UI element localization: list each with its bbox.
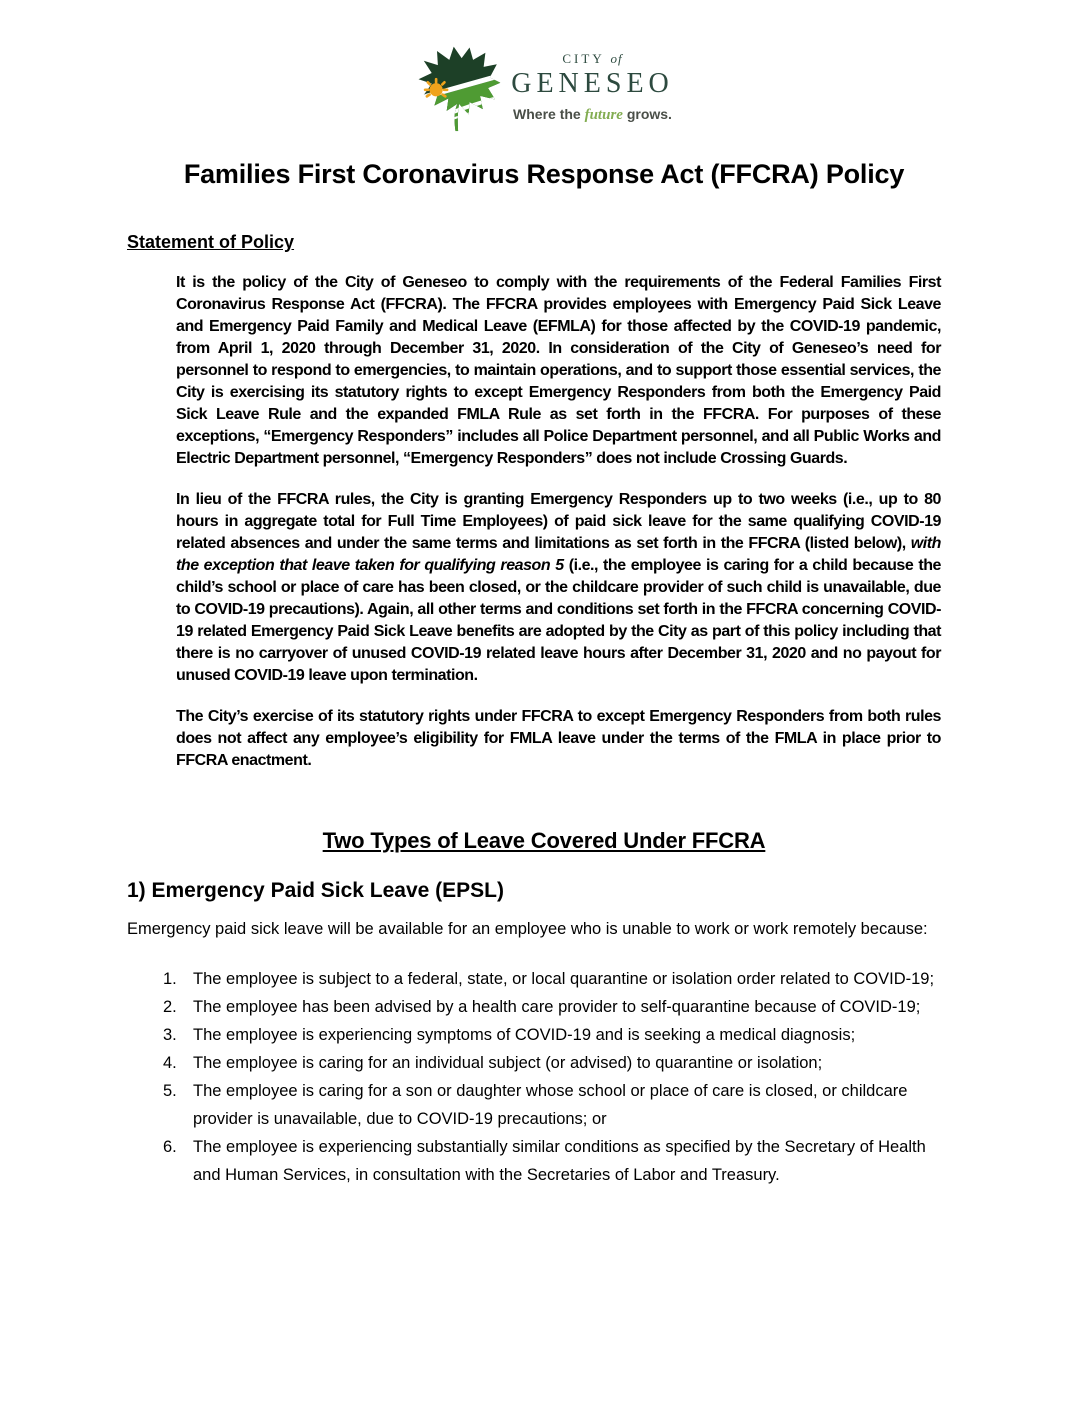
policy-paragraph-1: It is the policy of the City of Geneseo to comply with the requirements of the Federal Families First Coronavirus Response Act (FFCRA). The FFCRA provides employees with Emergency Paid Sick Leave and Emergency Paid Family and Medical Leave (EFMLA) for those affected by the COVID-19 pandemic, from April 1, 2020 through December 31, 2020. In consideration of the City of Geneseo’s need for personnel to respond to emergencies, to maintain operations, and to support those essential services, the City is exercising its statutory rights to except Emergency Responders from both the Emergency Paid Sick Leave Rule and the expanded FMLA Rule as set forth in the FFCRA. For purposes of these exceptions, “Emergency Responders” includes all Police Department personnel, and all Public Works and Electric Department personnel, “Emergency Responders” does not include Crossing Guards.: [176, 274, 941, 467]
epsl-intro-text: Emergency paid sick leave will be available for an employee who is unable to work or work remotely because:: [127, 920, 928, 938]
list-item-number: 3.: [163, 1026, 177, 1044]
logo-city-name: GENESEO: [511, 68, 674, 99]
list-item-text: The employee has been advised by a health care provider to self-quarantine because of COVID-19;: [193, 998, 921, 1016]
statement-of-policy-heading: Statement of Policy: [127, 232, 295, 252]
list-item-number: 5.: [163, 1082, 177, 1100]
list-item: [127, 993, 941, 1021]
list-item-text: The employee is caring for an individual subject (or advised) to quarantine or isolation;: [193, 1054, 823, 1072]
list-item: [127, 1077, 941, 1133]
list-item-text: The employee is experiencing substantially similar conditions as specified by the Secretary of Health and Human Services, in consultation with the Secretaries of Labor and Treasury.: [193, 1138, 926, 1184]
paragraph-2-text: In lieu of the FFCRA rules, the City is granting Emergency Responders up to two weeks (i.e., up to 80 hours in aggregate total for Full Time Employees) of paid sick leave for the same qualifying COVID-19 related absences and under the same terms and limitations as set forth in the FFCRA (listed below),: [176, 491, 941, 552]
list-item-text: The employee is experiencing symptoms of COVID-19 and is seeking a medical diagnosis;: [193, 1026, 856, 1044]
policy-paragraph-3: The City’s exercise of its statutory rights under FFCRA to except Emergency Responders from both rules does not affect any employee’s eligibility for FMLA leave under the terms of the FMLA in place prior to FFCRA enactment.: [176, 708, 941, 769]
list-item-text: The employee is subject to a federal, state, or local quarantine or isolation order related to COVID-19;: [193, 970, 935, 988]
epsl-reasons-list: [127, 965, 941, 1189]
list-item-number: 1.: [163, 970, 177, 988]
two-types-heading: Two Types of Leave Covered Under FFCRA: [322, 828, 766, 853]
policy-paragraph-2: [176, 489, 941, 687]
list-item: [127, 1133, 941, 1189]
list-item-number: 2.: [163, 998, 177, 1016]
list-item: [127, 1021, 941, 1049]
list-item-number: 4.: [163, 1054, 177, 1072]
logo-city-of: CITY of: [562, 51, 623, 66]
maple-leaf-sun-icon: [414, 44, 504, 132]
logo-tagline: Where the future grows.: [513, 106, 672, 123]
list-item-number: 6.: [163, 1138, 177, 1156]
city-logo: [414, 0, 674, 132]
paragraph-2-text-continued: (i.e., the employee is caring for a child because the child’s school or place of care has been closed, or the childcare provider of such child is unavailable, due to COVID-19 precautions). Again, all other terms and conditions set forth in the FFCRA concerning COVID-19 related Emergency Paid Sick Leave benefits are adopted by the City as part of this policy including that there is no carryover of unused COVID-19 related leave hours after December 31, 2020 and no payout for unused COVID-19 leave upon termination.: [176, 557, 941, 684]
list-item: [127, 1049, 941, 1077]
list-item-text: The employee is caring for a son or daughter whose school or place of care is closed, or childcare provider is unavailable, due to COVID-19 precautions; or: [193, 1082, 908, 1128]
document-title: Families First Coronavirus Response Act (FFCRA) Policy: [183, 159, 905, 189]
epsl-section-heading: 1) Emergency Paid Sick Leave (EPSL): [127, 879, 504, 902]
logo-text: [511, 52, 674, 124]
list-item: [127, 965, 941, 993]
paragraph-2-italic-phrase: with the exception that leave taken for qualifying reason 5: [176, 535, 941, 574]
